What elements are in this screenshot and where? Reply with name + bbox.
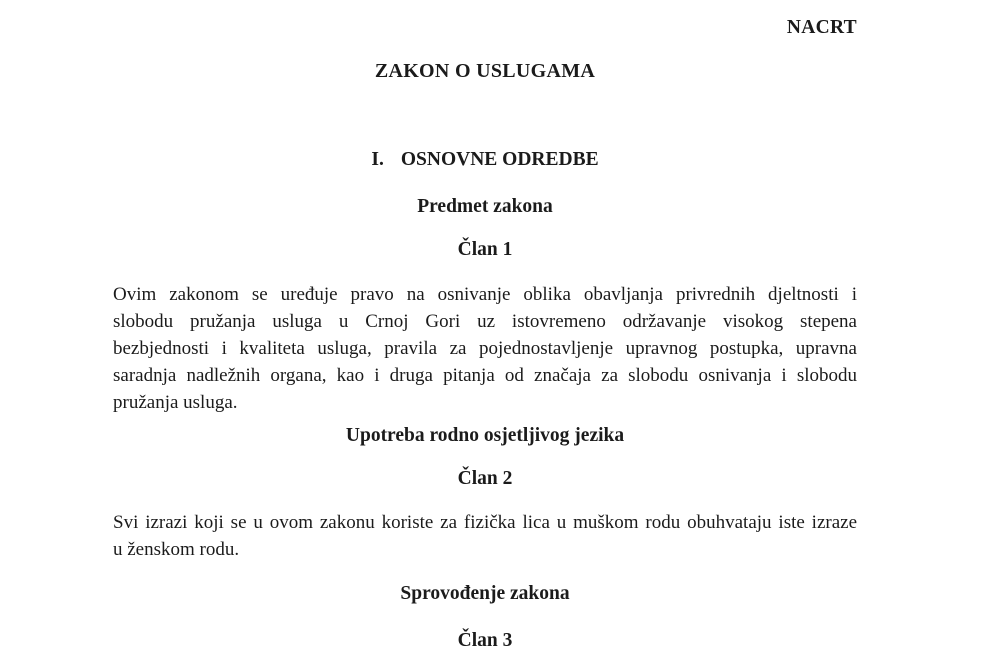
draft-label: NACRT: [786, 17, 857, 38]
paragraph-line: bezbjednosti i kvaliteta usluga, pravila za pojednostavljenje upravnog postupka, upravna: [113, 338, 857, 359]
section-number: I.: [371, 149, 384, 170]
section-heading: [113, 146, 857, 173]
article-number-heading: Član 1: [457, 239, 513, 260]
section-title: OSNOVNE ODREDBE: [400, 149, 599, 170]
document-content: [113, 0, 857, 654]
article-number-heading: Član 2: [457, 468, 513, 489]
article-number-heading: Član 3: [457, 630, 513, 651]
article-subject-heading: Sprovođenje zakona: [400, 583, 570, 604]
document-title: ZAKON O USLUGAMA: [374, 60, 596, 82]
paragraph-line: pružanja usluga.: [113, 392, 238, 413]
paragraph-line: saradnja nadležnih organa, kao i druga pitanja od značaja za slobodu osnivanja i slobodu: [113, 365, 857, 386]
paragraph-line: Svi izrazi koji se u ovom zakonu koriste za fizička lica u muškom rodu obuhvataju iste izraze: [113, 512, 857, 533]
paragraph-line: u ženskom rodu.: [113, 539, 240, 560]
article-paragraph: [113, 281, 857, 416]
paragraph-line: Ovim zakonom se uređuje pravo na osnivanje oblika obavljanja privrednih djeltnosti i: [113, 284, 857, 305]
article-subject-heading: Upotreba rodno osjetljivog jezika: [345, 425, 625, 446]
article-subject-heading: Predmet zakona: [417, 196, 553, 217]
article-paragraph: [113, 509, 857, 563]
paragraph-line: slobodu pružanja usluga u Crnoj Gori uz istovremeno održavanje visokog stepena: [113, 311, 857, 332]
